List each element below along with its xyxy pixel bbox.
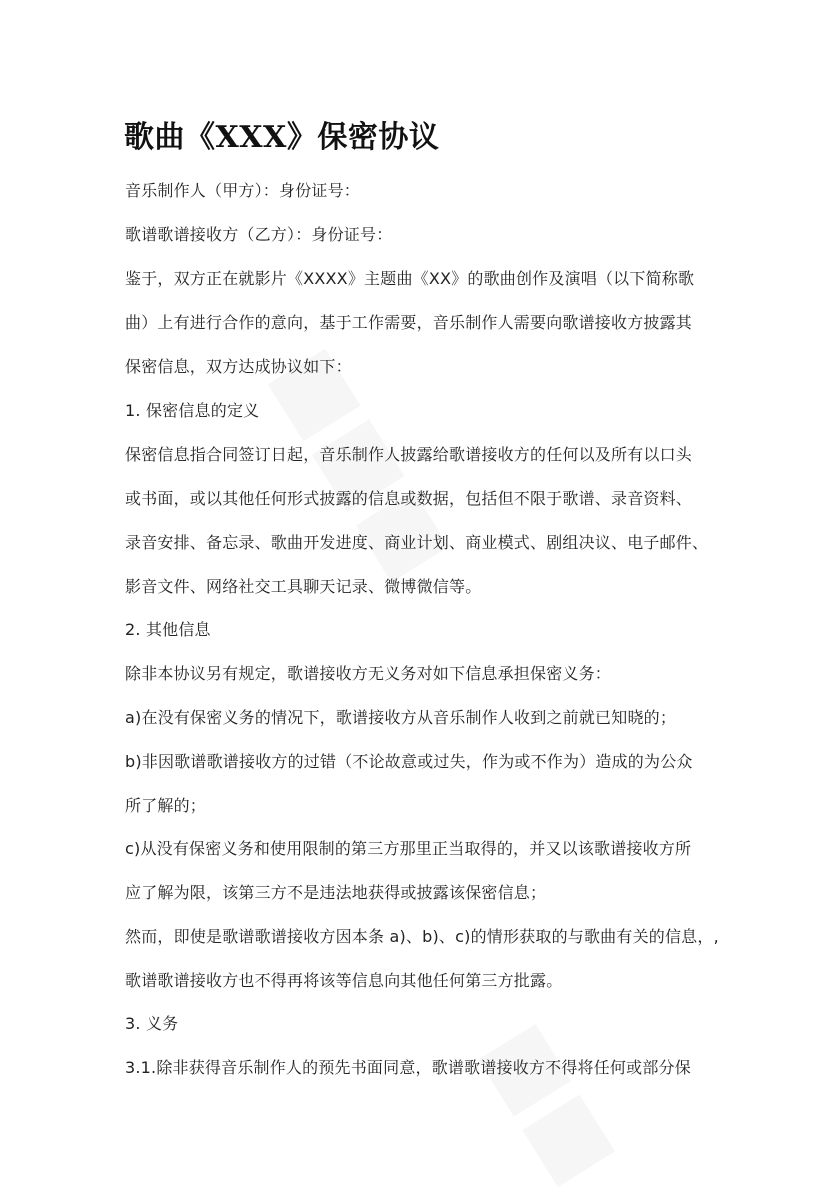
document-title: 歌曲《XXX》保密协议	[124, 120, 440, 155]
paragraph-line: 然而，即使是歌谱歌谱接收方因本条 a)、b)、c)的情形获取的与歌曲有关的信息，,	[125, 927, 719, 946]
list-item: 所了解的；	[125, 796, 207, 815]
section-heading: 2. 其他信息	[125, 620, 211, 639]
paragraph-line: 曲）上有进行合作的意向，基于工作需要，音乐制作人需要向歌谱接收方披露其	[125, 313, 693, 332]
watermark-decoration-2	[465, 1004, 640, 1199]
paragraph-line: 保密信息指合同签订日起，音乐制作人披露给歌谱接收方的任何以及所有以口头	[125, 445, 693, 464]
list-item: c)从没有保密义务和使用限制的第三方那里正当取得的，并又以该歌谱接收方所	[125, 839, 692, 858]
paragraph-line: 鉴于，双方正在就影片《XXXX》主题曲《XX》的歌曲创作及演唱（以下简称歌	[125, 269, 695, 288]
paragraph-line: 保密信息，双方达成协议如下：	[125, 357, 352, 376]
paragraph-line: 影音文件、网络社交工具聊天记录、微博微信等。	[125, 577, 482, 596]
list-item: b)非因歌谱歌谱接收方的过错（不论故意或过失，作为或不作为）造成的为公众	[125, 752, 693, 771]
section-heading: 1. 保密信息的定义	[125, 401, 260, 420]
paragraph-line: 3.1.除非获得音乐制作人的预先书面同意，歌谱歌谱接收方不得将任何或部分保	[125, 1058, 691, 1077]
section-heading: 3. 义务	[125, 1014, 179, 1033]
paragraph-line: 录音安排、备忘录、歌曲开发进度、商业计划、商业模式、剧组决议、电子邮件、	[125, 533, 709, 552]
party-b-line: 歌谱歌谱接收方（乙方）：身份证号：	[125, 225, 393, 244]
paragraph-line: 除非本协议另有规定，歌谱接收方无义务对如下信息承担保密义务：	[125, 664, 612, 683]
list-item: a)在没有保密义务的情况下，歌谱接收方从音乐制作人收到之前就已知晓的；	[125, 708, 677, 727]
paragraph-line: 歌谱歌谱接收方也不得再将该等信息向其他任何第三方批露。	[125, 971, 563, 990]
party-a-line: 音乐制作人（甲方）：身份证号：	[125, 181, 361, 200]
paragraph-line: 或书面，或以其他任何形式披露的信息或数据，包括但不限于歌谱、录音资料、	[125, 489, 693, 508]
list-item: 应了解为限，该第三方不是违法地获得或披露该保密信息；	[125, 883, 547, 902]
